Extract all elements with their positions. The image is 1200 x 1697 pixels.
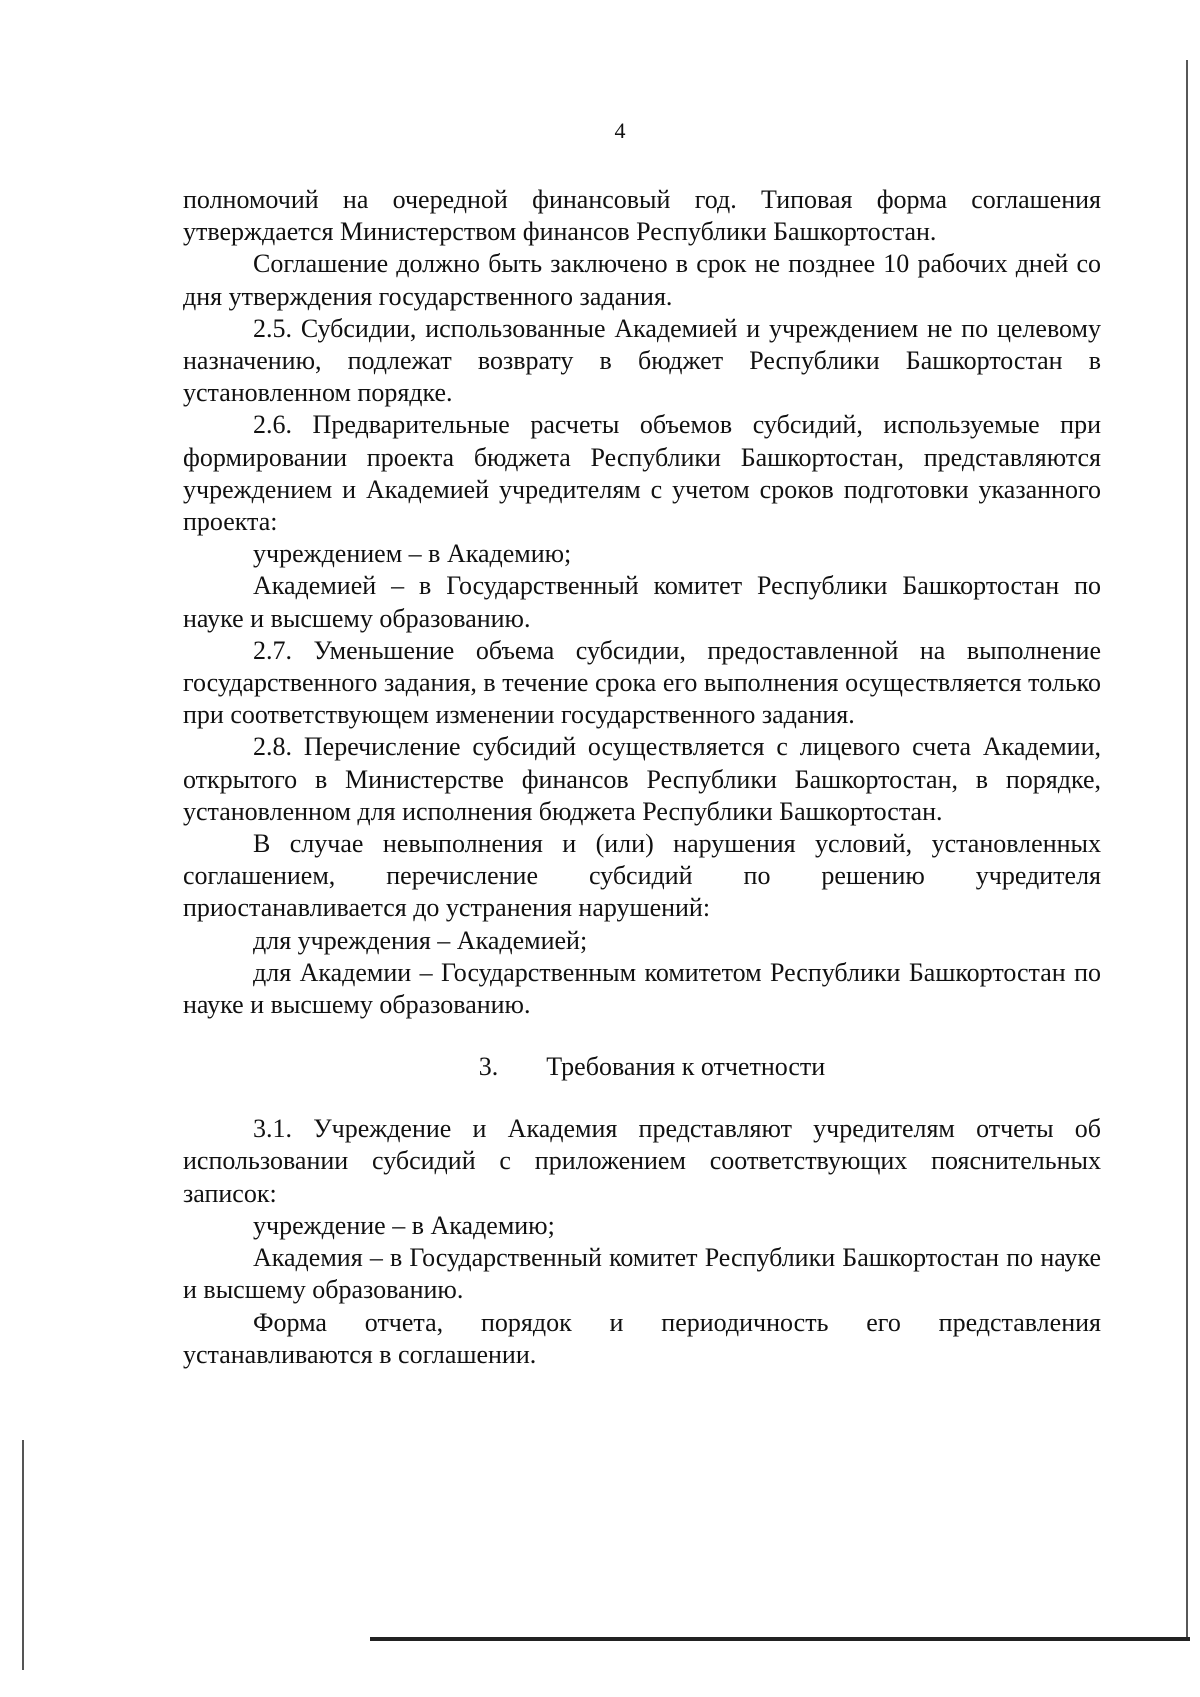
scan-edge-line (1186, 60, 1188, 1640)
paragraph: полномочий на очередной финансовый год. Типовая форма соглашения утверждается Министерством финансов Республики Башкортостан. (183, 185, 1101, 247)
list-item: учреждение – в Академию; (253, 1210, 555, 1240)
paragraph-2-6: 2.6. Предварительные расчеты объемов субсидий, используемые при формировании проекта бюджета Республики Башкортостан, представляются учреждением и Академией учредителям с учетом сроков подготовки указанного проекта: (183, 410, 1101, 537)
paragraph: Форма отчета, порядок и периодичность его представления устанавливаются в соглашении. (183, 1307, 1101, 1369)
list-item: Академия – в Государственный комитет Республики Башкортостан по науке и высшему образованию. (183, 1243, 1101, 1305)
list-item: Академией – в Государственный комитет Республики Башкортостан по науке и высшему образованию. (183, 571, 1101, 633)
section-heading (183, 1051, 1101, 1083)
scan-edge-line (22, 1440, 24, 1670)
document-body (183, 184, 1101, 1371)
paragraph-3-1: 3.1. Учреждение и Академия представляют учредителям отчеты об использовании субсидий с приложением соответствующих пояснительных записок: (183, 1114, 1101, 1208)
section-number: 3. (478, 1052, 499, 1082)
paragraph-2-5: 2.5. Субсидии, использованные Академией и учреждением не по целевому назначению, подлежат возврату в бюджет Республики Башкортостан в установленном порядке. (183, 313, 1101, 408)
page-number: 4 (614, 118, 626, 143)
paragraph-2-8: 2.8. Перечисление субсидий осуществляется с лицевого счета Академии, открытого в Министерстве финансов Республики Башкортостан, в порядке, установленном для исполнения бюджета Республики Башкортостан. (183, 732, 1101, 826)
paragraph-2-7: 2.7. Уменьшение объема субсидии, предоставленной на выполнение государственного задания, в течение срока его выполнения осуществляется только при соответствующем изменении государственного задания. (183, 635, 1101, 730)
list-item: для Академии – Государственным комитетом Республики Башкортостан по науке и высшему образованию. (183, 957, 1101, 1020)
list-item: для учреждения – Академией; (253, 925, 588, 955)
paragraph: В случае невыполнения и (или) нарушения условий, установленных соглашением, перечисление субсидий по решению учредителя приостанавливается до устранения нарушений: (183, 829, 1101, 923)
list-item: учреждением – в Академию; (253, 539, 572, 569)
paragraph: Соглашение должно быть заключено в срок не позднее 10 рабочих дней со дня утверждения государственного задания. (183, 249, 1101, 311)
scan-edge-line (370, 1637, 1190, 1641)
section-title: Требования к отчетности (546, 1052, 826, 1082)
